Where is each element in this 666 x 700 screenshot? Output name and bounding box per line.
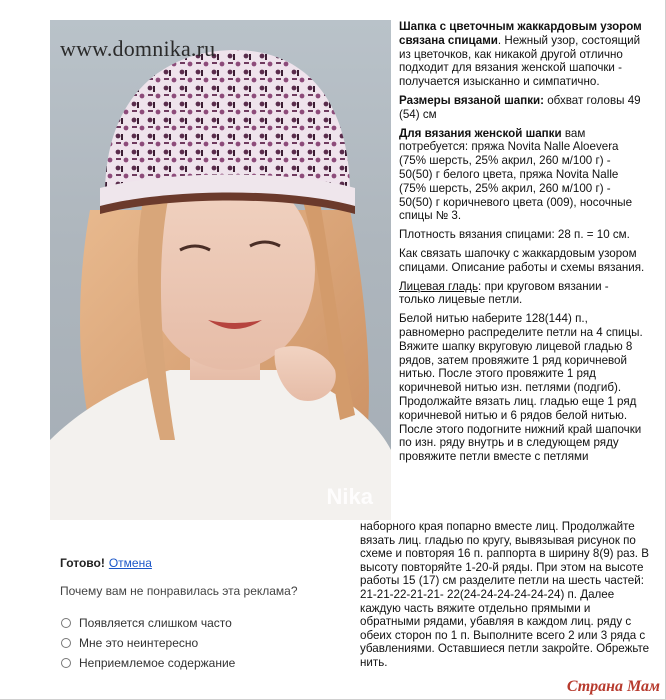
photo-illustration bbox=[50, 20, 391, 520]
article-materials: Для вязания женской шапки вам потребуется: пряжа Novita Nalle Aloevera (75% шерсть, 25% акрил, 260 м/100 г) - 50(50) г белого цвета, пряжа Novita Nalle (75% шерсть, 25% акрил, 260 м/100 г) - 50(50) г коричневого цвета (009), носочные спицы № 3. bbox=[399, 126, 633, 223]
photo-mark: Nika bbox=[326, 484, 373, 509]
feedback-option-inappropriate[interactable]: Неприемлемое содержание bbox=[61, 656, 235, 670]
photo-watermark: www.domnika.ru bbox=[60, 36, 216, 61]
feedback-title: Готово! bbox=[60, 556, 105, 570]
article-column bbox=[399, 20, 647, 469]
knitted-hat-photo bbox=[50, 20, 391, 520]
site-logo: Страна Мам bbox=[566, 678, 660, 695]
article-intro: Шапка с цветочным жаккардовым узором связана спицами. Нежный узор, состоящий из цветочков, как никакой другой отлично подходит для вязания женской шапочки - получается изысканно и симпатично. bbox=[399, 20, 642, 89]
article-instructions: Белой нитью наберите 128(144) п., равномерно распределите петли на 4 спицы. Вяжите шапку вкруговую лицевой гладью 8 рядов, затем провяжите 1 ряд коричневой нитью. После этого провяжите 1 ряд коричневой нитью изн. петлями (подгиб). Продолжайте вязать лиц. гладью еще 1 ряд коричневой нитью и 6 рядов белой нитью. После этого подогните нижний край шапочки по изн. ряду внутрь и в следующем ряду провяжите петли вместе с петлями bbox=[399, 312, 643, 464]
article-heading: Шапка с цветочным жаккардовым узором связана спицами bbox=[399, 20, 642, 47]
radio-icon[interactable] bbox=[61, 618, 71, 628]
article-sizes: Размеры вязаной шапки: обхват головы 49 (54) см bbox=[399, 93, 641, 121]
article-stitch: Лицевая гладь: при круговом вязании - только лицевые петли. bbox=[399, 279, 609, 307]
article-gauge: Плотность вязания спицами: 28 п. = 10 см. bbox=[399, 228, 630, 242]
feedback-question: Почему вам не понравилась эта реклама? bbox=[60, 584, 298, 598]
ad-feedback bbox=[60, 556, 360, 598]
article-howto: Как связать шапочку с жаккардовым узором спицами. Описание работы и схемы вязания. bbox=[399, 246, 645, 274]
feedback-option-too-often[interactable]: Появляется слишком часто bbox=[61, 616, 232, 630]
article-instructions-cont: наборного края попарно вместе лиц. Продолжайте вязать лиц. гладью по кругу, вывязывая рисунок по схеме и повторяя 16 п. раппорта в ширину 8(9) раз. В высоту повторяйте 1-20-й ряды. При этом на высоте работы 15 (17) см разделите петли на шесть частей: 21-21-22-21-21- 22(24-24-24-24-24-24) п. Далее каждую часть вяжите отдельно прямыми и обратными рядами, убавляя в каждом лиц. ряду с обеих сторон по 1 п. Выполните всего 2 или 3 ряда с убавлениями. Оставшиеся петли закройте. Обрежьте нить. bbox=[360, 520, 650, 669]
radio-icon[interactable] bbox=[61, 658, 71, 668]
radio-icon[interactable] bbox=[61, 638, 71, 648]
feedback-option-not-interesting[interactable]: Мне это неинтересно bbox=[61, 636, 198, 650]
cancel-link[interactable]: Отмена bbox=[108, 556, 152, 570]
hat-shape bbox=[105, 50, 350, 195]
article-continuation bbox=[360, 520, 650, 670]
